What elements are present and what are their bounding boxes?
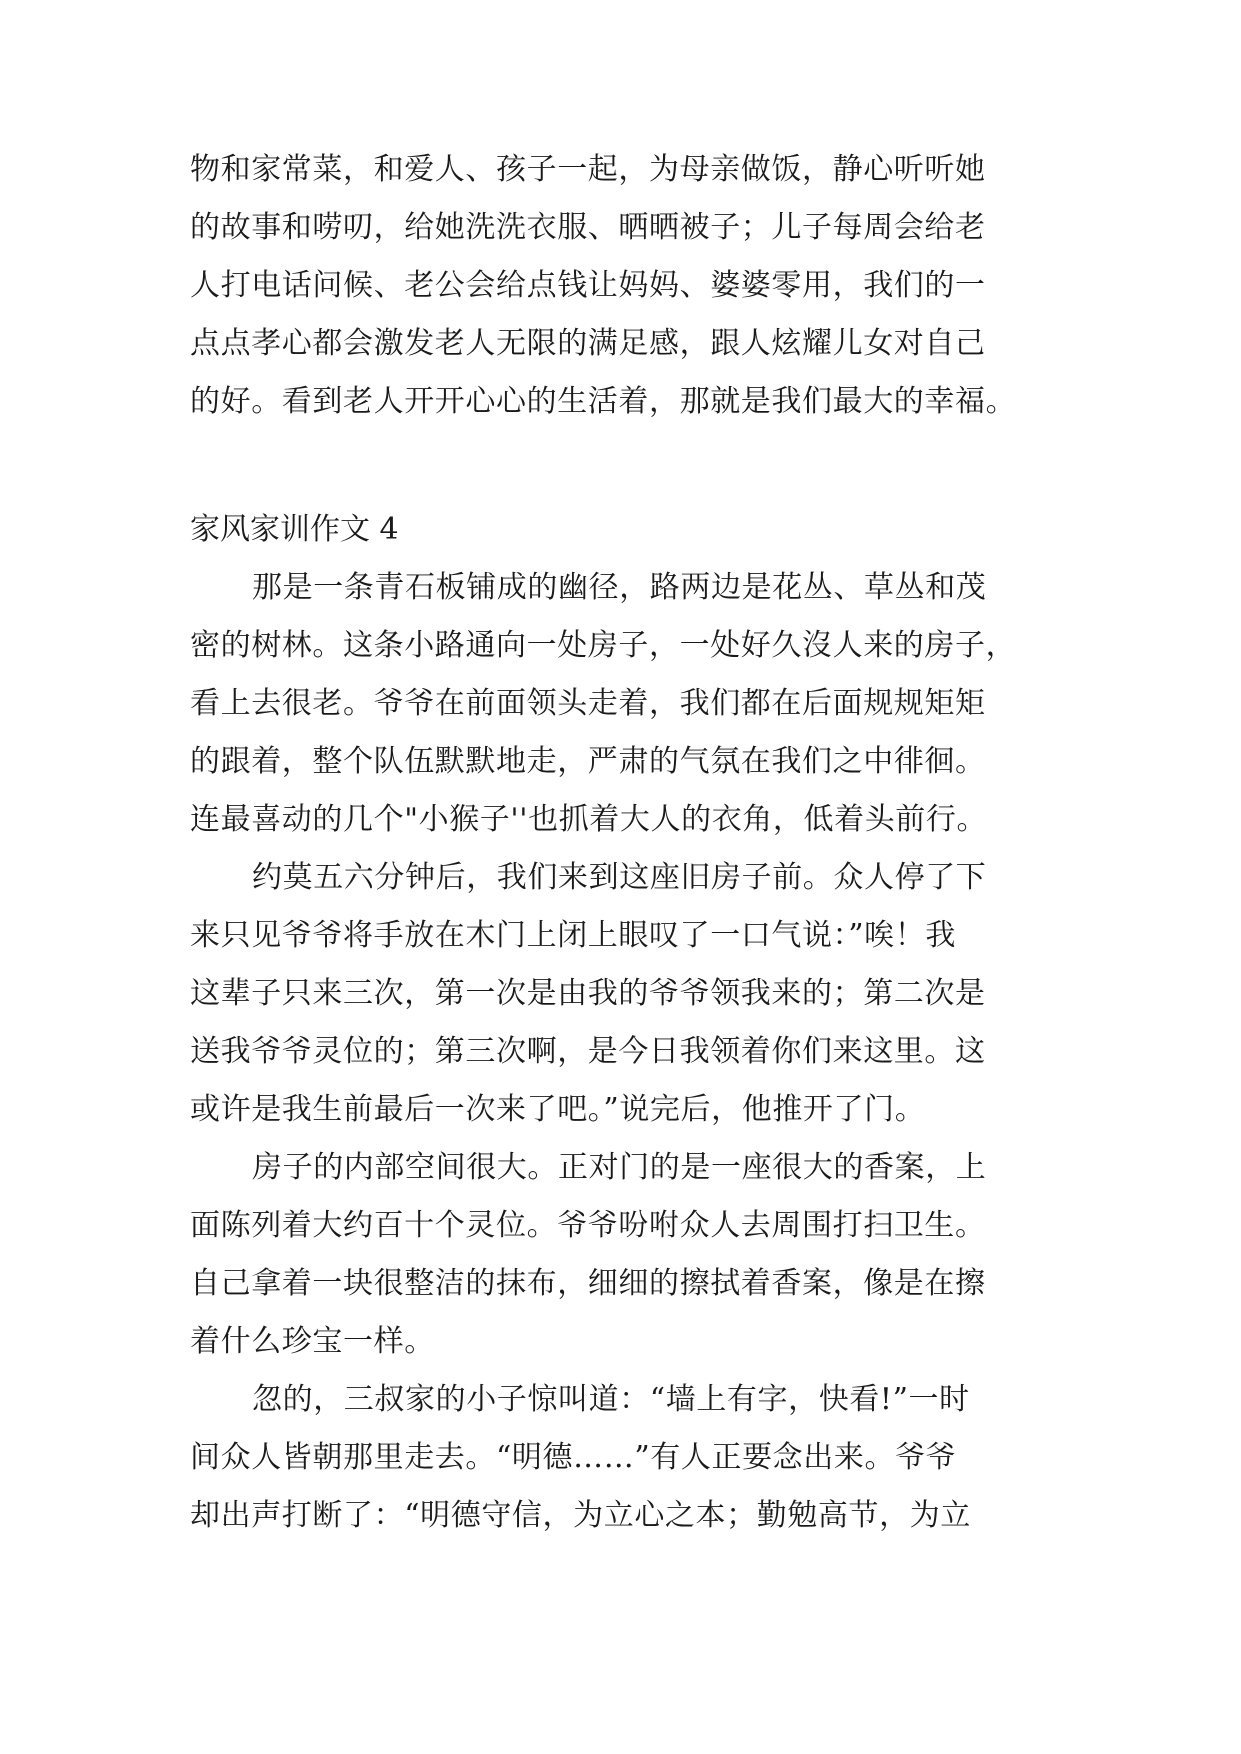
- text-line: 人打电话问候、老公会给点钱让妈妈、婆婆零用，我们的一: [190, 268, 986, 303]
- text-line: 这辈子只来三次，第一次是由我的爷爷领我来的；第二次是: [190, 976, 986, 1011]
- text-line: 或许是我生前最后一次来了吧。”说完后，他推开了门。: [190, 1092, 926, 1127]
- text-line: 点点孝心都会激发老人无限的满足感，跟人炫耀儿女对自己: [190, 326, 986, 361]
- text-line: 却出声打断了：“明德守信，为立心之本；勤勉高节，为立: [190, 1498, 971, 1533]
- text-line: 送我爷爷灵位的；第三次啊，是今日我领着你们来这里。这: [190, 1034, 986, 1069]
- text-line: 的故事和唠叨，给她洗洗衣服、晒晒被子；儿子每周会给老: [190, 210, 986, 245]
- section-title: 家风家训作文 4: [190, 512, 399, 547]
- text-line: 的好。看到老人开开心心的生活着，那就是我们最大的幸福。: [190, 384, 1017, 419]
- text-line: 连最喜动的几个"小猴子''也抓着大人的衣角，低着头前行。: [190, 802, 988, 837]
- text-line: 自己拿着一块很整洁的抹布，细细的擦拭着香案，像是在擦: [190, 1266, 986, 1301]
- text-line: 的跟着，整个队伍默默地走，严肃的气氛在我们之中徘徊。: [190, 744, 986, 779]
- text-line: 那是一条青石板铺成的幽径，路两边是花丛、草丛和茂: [252, 570, 987, 605]
- text-line: 忽的，三叔家的小子惊叫道：“墙上有字，快看!”一时: [252, 1382, 970, 1417]
- text-line: 约莫五六分钟后，我们来到这座旧房子前。众人停了下: [252, 860, 987, 895]
- text-line: 间众人皆朝那里走去。“明德……”有人正要念出来。爷爷: [190, 1440, 957, 1475]
- text-line: 密的树林。这条小路通向一处房子，一处好久沒人来的房子，: [190, 628, 1017, 663]
- text-line: 面陈列着大约百十个灵位。爷爷吩咐众人去周围打扫卫生。: [190, 1208, 986, 1243]
- text-line: 着什么珍宝一样。: [190, 1324, 435, 1359]
- text-line: 房子的内部空间很大。正对门的是一座很大的香案，上: [252, 1150, 987, 1185]
- text-line: 来只见爷爷将手放在木门上闭上眼叹了一口气说：”唉！我: [190, 918, 956, 953]
- text-line: 物和家常菜，和爱人、孩子一起，为母亲做饭，静心听听她: [190, 152, 986, 187]
- text-line: 看上去很老。爷爷在前面领头走着，我们都在后面规规矩矩: [190, 686, 986, 721]
